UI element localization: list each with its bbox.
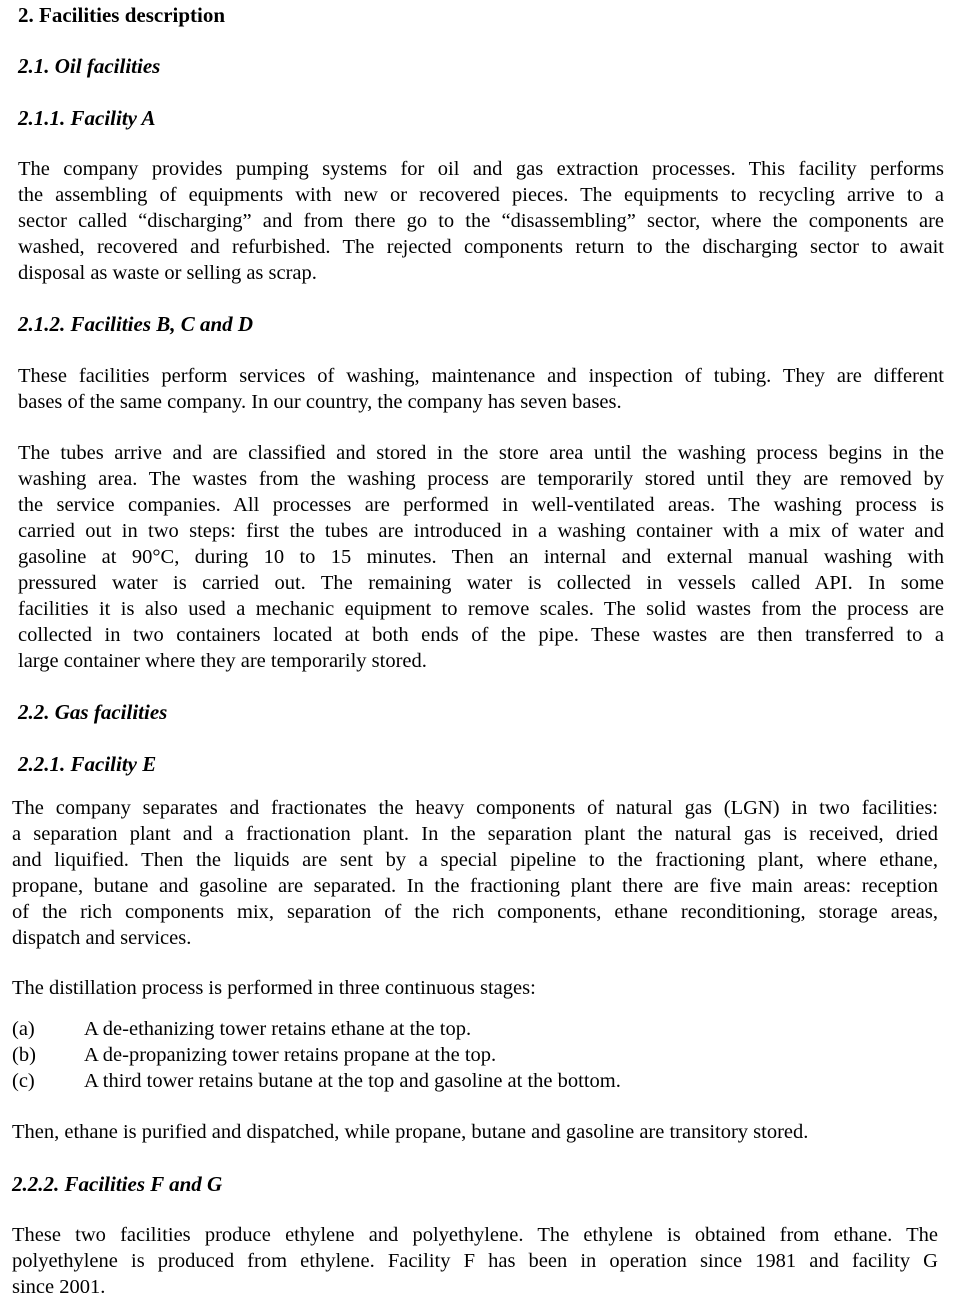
- list-marker: (b): [12, 1044, 36, 1066]
- list-item-text: A de-propanizing tower retains propane at the top.: [84, 1044, 497, 1066]
- text-line: collected in two containers located at both ends of the pipe. These wastes are then transferred to a: [18, 624, 944, 646]
- text-line: the service companies. All processes are performed in well-ventilated areas. The washing process is: [18, 494, 944, 516]
- subsubsection-heading-facilities-bcd: 2.1.2. Facilities B, C and D: [18, 312, 254, 336]
- text-line: since 2001.: [12, 1276, 106, 1298]
- text-line: pressured water is carried out. The remaining water is collected in vessels called API. In some: [18, 572, 944, 594]
- text-line: sector called “discharging” and from there go to the “disassembling” sector, where the components are: [18, 210, 944, 232]
- text-line: disposal as waste or selling as scrap.: [18, 262, 317, 284]
- text-line: carried out in two steps: first the tubes are introduced in a washing container with a mix of water and: [18, 520, 944, 542]
- text-line: propane, butane and gasoline are separated. In the fractioning plant there are five main areas: reception: [12, 875, 938, 897]
- section-heading: 2. Facilities description: [18, 3, 226, 27]
- text-line: bases of the same company. In our country, the company has seven bases.: [18, 391, 622, 413]
- list-item-text: A third tower retains butane at the top and gasoline at the bottom.: [84, 1070, 621, 1092]
- paragraph-facility-e-1: [12, 795, 938, 951]
- paragraph-facilities-fg: [12, 1222, 938, 1300]
- list-item-text: A de-ethanizing tower retains ethane at the top.: [84, 1018, 472, 1040]
- text-line: The tubes arrive and are classified and stored in the store area until the washing process begins in the: [18, 442, 944, 464]
- text-line: gasoline at 90°C, during 10 to 15 minutes. Then an internal and external manual washing with: [18, 546, 944, 568]
- text-line: The company provides pumping systems for oil and gas extraction processes. This facility performs: [18, 158, 944, 180]
- subsubsection-heading-facilities-fg: 2.2.2. Facilities F and G: [12, 1172, 223, 1196]
- text-line: The company separates and fractionates the heavy components of natural gas (LGN) in two facilities:: [12, 797, 938, 819]
- text-line: of the rich components mix, separation of the rich components, ethane reconditioning, storage areas,: [12, 901, 938, 923]
- paragraph-facility-a: [18, 156, 944, 286]
- paragraph-facilities-bcd-2: [18, 440, 944, 674]
- text-line: These two facilities produce ethylene and polyethylene. The ethylene is obtained from ethane. The: [12, 1224, 938, 1246]
- list-marker: (c): [12, 1070, 35, 1092]
- subsubsection-heading-facility-a: 2.1.1. Facility A: [18, 106, 156, 130]
- list-item: [12, 1016, 621, 1042]
- paragraph-distillation-intro: The distillation process is performed in three continuous stages:: [12, 977, 536, 999]
- paragraph-distillation-summary: Then, ethane is purified and dispatched, while propane, butane and gasoline are transitory stored.: [12, 1121, 809, 1143]
- text-line: a separation plant and a fractionation plant. In the separation plant the natural gas is received, dried: [12, 823, 938, 845]
- subsection-heading-gas: 2.2. Gas facilities: [18, 700, 168, 724]
- text-line: washing area. The wastes from the washing process are temporarily stored until they are removed by: [18, 468, 944, 490]
- list-item: [12, 1068, 621, 1094]
- subsubsection-heading-facility-e: 2.2.1. Facility E: [18, 752, 157, 776]
- list-item: [12, 1042, 621, 1068]
- text-line: facilities it is also used a mechanic equipment to remove scales. The solid wastes from the process are: [18, 598, 944, 620]
- distillation-stages-list: [12, 1016, 621, 1094]
- text-line: polyethylene is produced from ethylene. Facility F has been in operation since 1981 and facility G: [12, 1250, 938, 1272]
- text-line: washed, recovered and refurbished. The rejected components return to the discharging sector to await: [18, 236, 944, 258]
- subsection-heading-oil: 2.1. Oil facilities: [18, 54, 161, 78]
- text-line: dispatch and services.: [12, 927, 192, 949]
- text-line: and liquified. Then the liquids are sent by a special pipeline to the fractioning plant, where ethane,: [12, 849, 938, 871]
- list-marker: (a): [12, 1018, 35, 1040]
- text-line: These facilities perform services of washing, maintenance and inspection of tubing. They are different: [18, 365, 944, 387]
- paragraph-facilities-bcd-1: [18, 363, 944, 415]
- text-line: large container where they are temporarily stored.: [18, 650, 427, 672]
- text-line: the assembling of equipments with new or recovered pieces. The equipments to recycling arrive to a: [18, 184, 944, 206]
